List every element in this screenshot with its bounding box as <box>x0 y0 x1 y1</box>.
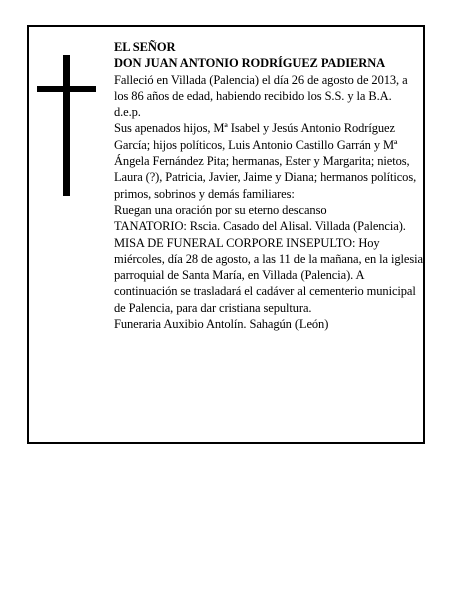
title-line-1: EL SEÑOR <box>114 40 176 54</box>
cross-horizontal-bar <box>37 86 96 92</box>
funeral-paragraph: MISA DE FUNERAL CORPORE INSEPULTO: Hoy miércoles, día 28 de agosto, a las 11 de la mañana, en la iglesia parroquial de Santa María, en Villada (Palencia). A continuación se trasladará el cadáver al cementerio municipal de Palencia, para dar cristiana sepultura. <box>114 235 423 315</box>
dep-line: d.e.p. <box>114 105 141 120</box>
funeraria-line: Funeraria Auxibio Antolín. Sahagún (León) <box>114 317 329 332</box>
family-paragraph: Sus apenados hijos, Mª Isabel y Jesús Antonio Rodríguez García; hijos políticos, Luis Antonio Castillo Garrán y Mª Ángela Fernández Pita; hermanas, Ester y Margarita; nietos, Laura (?), Patricia, Javier, Jaime y Diana; hermanos políticos, primos, sobrinos y demás familiares: <box>114 121 417 201</box>
deceased-name: DON JUAN ANTONIO RODRÍGUEZ PADIERNA <box>114 56 386 71</box>
cross-vertical-bar <box>63 55 70 196</box>
obituary-text <box>114 39 424 332</box>
passed-away-paragraph: Falleció en Villada (Palencia) el día 26 de agosto de 2013, a los 86 años de edad, habiendo recibido los S.S. y la B.A. <box>114 72 408 103</box>
tanatorio-paragraph: TANATORIO: Rscia. Casado del Alisal. Villada (Palencia). <box>114 219 406 234</box>
prayer-line: Ruegan una oración por su eterno descanso <box>114 202 327 217</box>
